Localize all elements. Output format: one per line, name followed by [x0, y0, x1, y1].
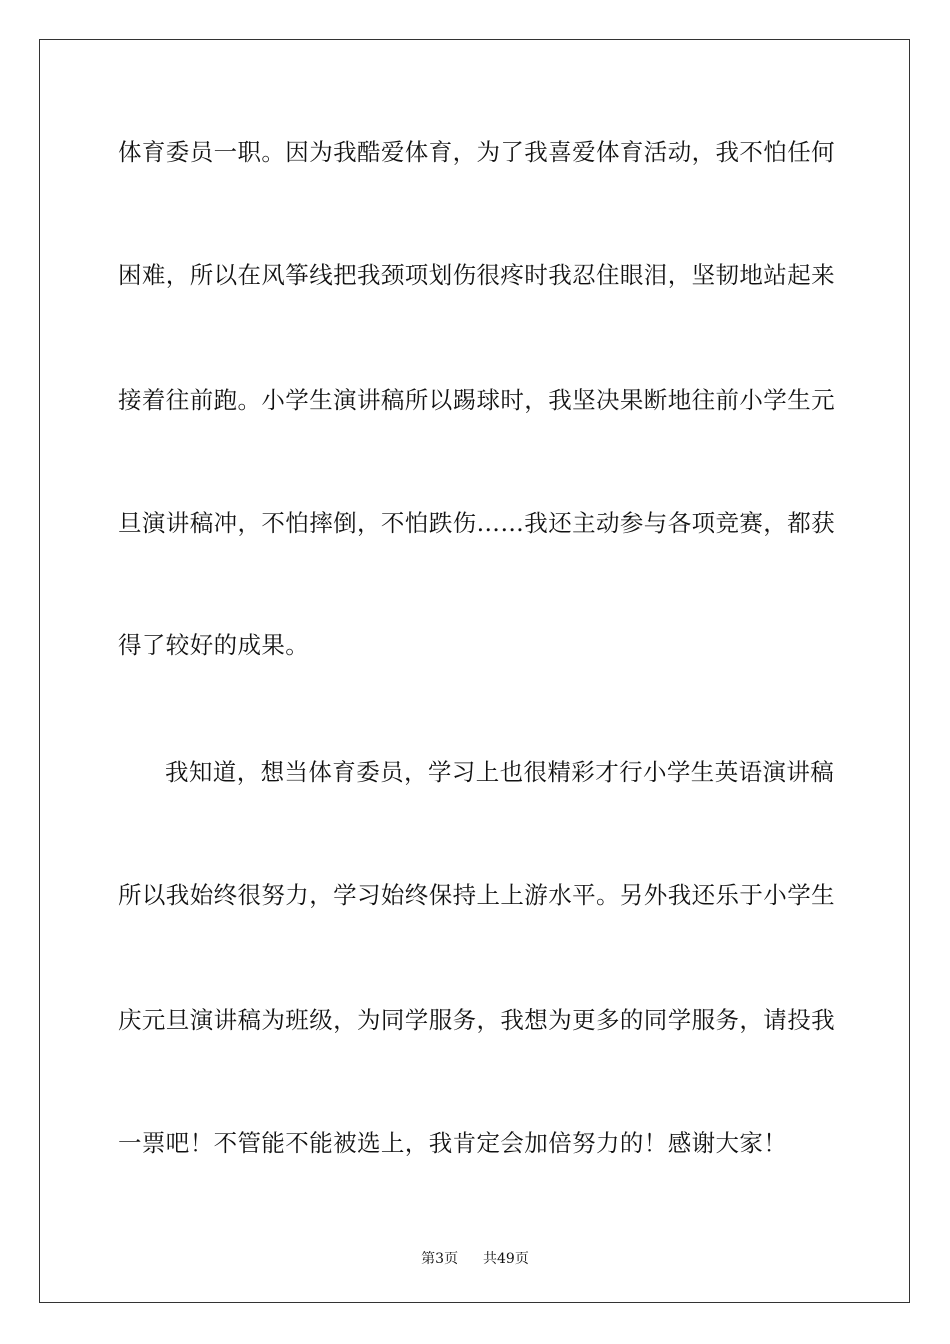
text-line-9: 一票吧！不管能不能被选上，我肯定会加倍努力的！感谢大家！	[118, 1129, 788, 1157]
text-line-6-paragraph-start: 我知道，想当体育委员，学习上也很精彩才行小学生英语演讲稿	[165, 758, 835, 786]
text-line-1: 体育委员一职。因为我酷爱体育，为了我喜爱体育活动，我不怕任何	[118, 138, 835, 166]
page-number: 第3页	[421, 1251, 459, 1267]
text-line-3: 接着往前跑。小学生演讲稿所以踢球时，我坚决果断地往前小学生元	[118, 386, 835, 414]
page-total: 共49页	[483, 1251, 529, 1267]
text-line-7: 所以我始终很努力，学习始终保持上上游水平。另外我还乐于小学生	[118, 881, 835, 909]
text-line-5: 得了较好的成果。	[118, 631, 310, 659]
page-footer	[0, 1248, 950, 1268]
page-border	[39, 39, 910, 1303]
text-line-8: 庆元旦演讲稿为班级，为同学服务，我想为更多的同学服务，请投我	[118, 1006, 835, 1034]
text-line-2: 困难，所以在风筝线把我颈项划伤很疼时我忍住眼泪，坚韧地站起来	[118, 261, 835, 289]
text-line-4: 旦演讲稿冲，不怕摔倒，不怕跌伤……我还主动参与各项竞赛，都获	[118, 509, 835, 537]
